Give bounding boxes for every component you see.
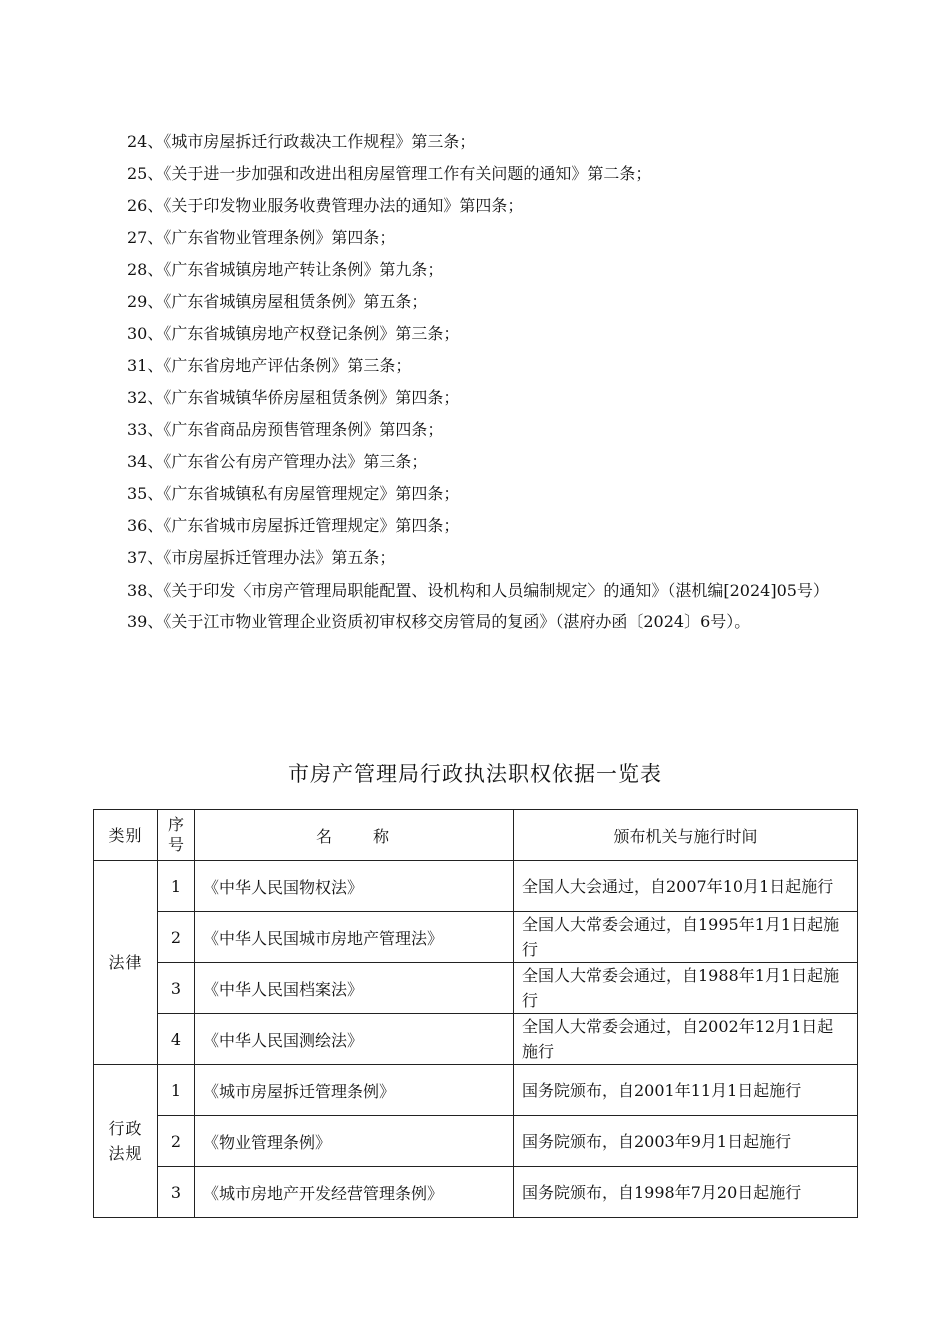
list-item: 28、《广东省城镇房地产转让条例》第九条； bbox=[127, 260, 444, 279]
row-name: 《中华人民国物权法》 bbox=[195, 861, 514, 912]
row-issuer: 全国人大常委会通过，自1995年1月1日起施行 bbox=[514, 912, 858, 963]
row-issuer: 全国人大会通过，自2007年10月1日起施行 bbox=[514, 861, 858, 912]
list-item: 37、《市房屋拆迁管理办法》第五条； bbox=[127, 548, 396, 567]
header-no: 序号 bbox=[158, 810, 195, 861]
row-no: 2 bbox=[158, 912, 195, 963]
list-item: 38、《关于印发〈市房产管理局职能配置、设机构和人员编制规定〉的通知》（湛机编[2024]05号） bbox=[127, 581, 829, 600]
row-issuer: 国务院颁布，自2003年9月1日起施行 bbox=[514, 1116, 858, 1167]
row-no: 3 bbox=[158, 963, 195, 1014]
list-item: 29、《广东省城镇房屋租赁条例》第五条； bbox=[127, 292, 428, 311]
table-header-row bbox=[94, 810, 858, 861]
table-title: 市房产管理局行政执法职权依据一览表 bbox=[288, 762, 662, 786]
list-item: 24、《城市房屋拆迁行政裁决工作规程》第三条； bbox=[127, 132, 476, 151]
enforcement-basis-table bbox=[93, 809, 858, 1218]
header-issuer: 颁布机关与施行时间 bbox=[514, 810, 858, 861]
row-issuer: 全国人大常委会通过，自2002年12月1日起施行 bbox=[514, 1014, 858, 1065]
row-no: 1 bbox=[158, 1065, 195, 1116]
list-item: 35、《广东省城镇私有房屋管理规定》第四条； bbox=[127, 484, 460, 503]
table-row bbox=[94, 1116, 858, 1167]
row-name: 《物业管理条例》 bbox=[195, 1116, 514, 1167]
row-name: 《中华人民国城市房地产管理法》 bbox=[195, 912, 514, 963]
row-name: 《中华人民国测绘法》 bbox=[195, 1014, 514, 1065]
header-category: 类别 bbox=[94, 810, 158, 861]
list-item: 31、《广东省房地产评估条例》第三条； bbox=[127, 356, 412, 375]
row-name: 《中华人民国档案法》 bbox=[195, 963, 514, 1014]
row-name: 《城市房屋拆迁管理条例》 bbox=[195, 1065, 514, 1116]
list-item: 32、《广东省城镇华侨房屋租赁条例》第四条； bbox=[127, 388, 460, 407]
category-cell: 行政法规 bbox=[94, 1065, 158, 1218]
list-item: 36、《广东省城市房屋拆迁管理规定》第四条； bbox=[127, 516, 460, 535]
table-row bbox=[94, 912, 858, 963]
row-issuer: 全国人大常委会通过，自1988年1月1日起施行 bbox=[514, 963, 858, 1014]
row-issuer: 国务院颁布，自2001年11月1日起施行 bbox=[514, 1065, 858, 1116]
list-item: 34、《广东省公有房产管理办法》第三条； bbox=[127, 452, 428, 471]
table-row bbox=[94, 1065, 858, 1116]
category-cell: 法律 bbox=[94, 861, 158, 1065]
table-row bbox=[94, 963, 858, 1014]
list-item: 39、《关于江市物业管理企业资质初审权移交房管局的复函》（湛府办函〔2024〕6号）。 bbox=[127, 612, 751, 631]
table-row bbox=[94, 1014, 858, 1065]
list-item: 33、《广东省商品房预售管理条例》第四条； bbox=[127, 420, 444, 439]
row-name: 《城市房地产开发经营管理条例》 bbox=[195, 1167, 514, 1218]
row-no: 4 bbox=[158, 1014, 195, 1065]
list-item: 26、《关于印发物业服务收费管理办法的通知》第四条； bbox=[127, 196, 524, 215]
row-no: 3 bbox=[158, 1167, 195, 1218]
table-row bbox=[94, 861, 858, 912]
list-item: 25、《关于进一步加强和改进出租房屋管理工作有关问题的通知》第二条； bbox=[127, 164, 652, 183]
table-row bbox=[94, 1167, 858, 1218]
row-issuer: 国务院颁布，自1998年7月20日起施行 bbox=[514, 1167, 858, 1218]
row-no: 1 bbox=[158, 861, 195, 912]
legal-basis-list bbox=[0, 126, 950, 636]
header-name: 名 称 bbox=[195, 810, 514, 861]
row-no: 2 bbox=[158, 1116, 195, 1167]
list-item: 27、《广东省物业管理条例》第四条； bbox=[127, 228, 396, 247]
list-item: 30、《广东省城镇房地产权登记条例》第三条； bbox=[127, 324, 460, 343]
